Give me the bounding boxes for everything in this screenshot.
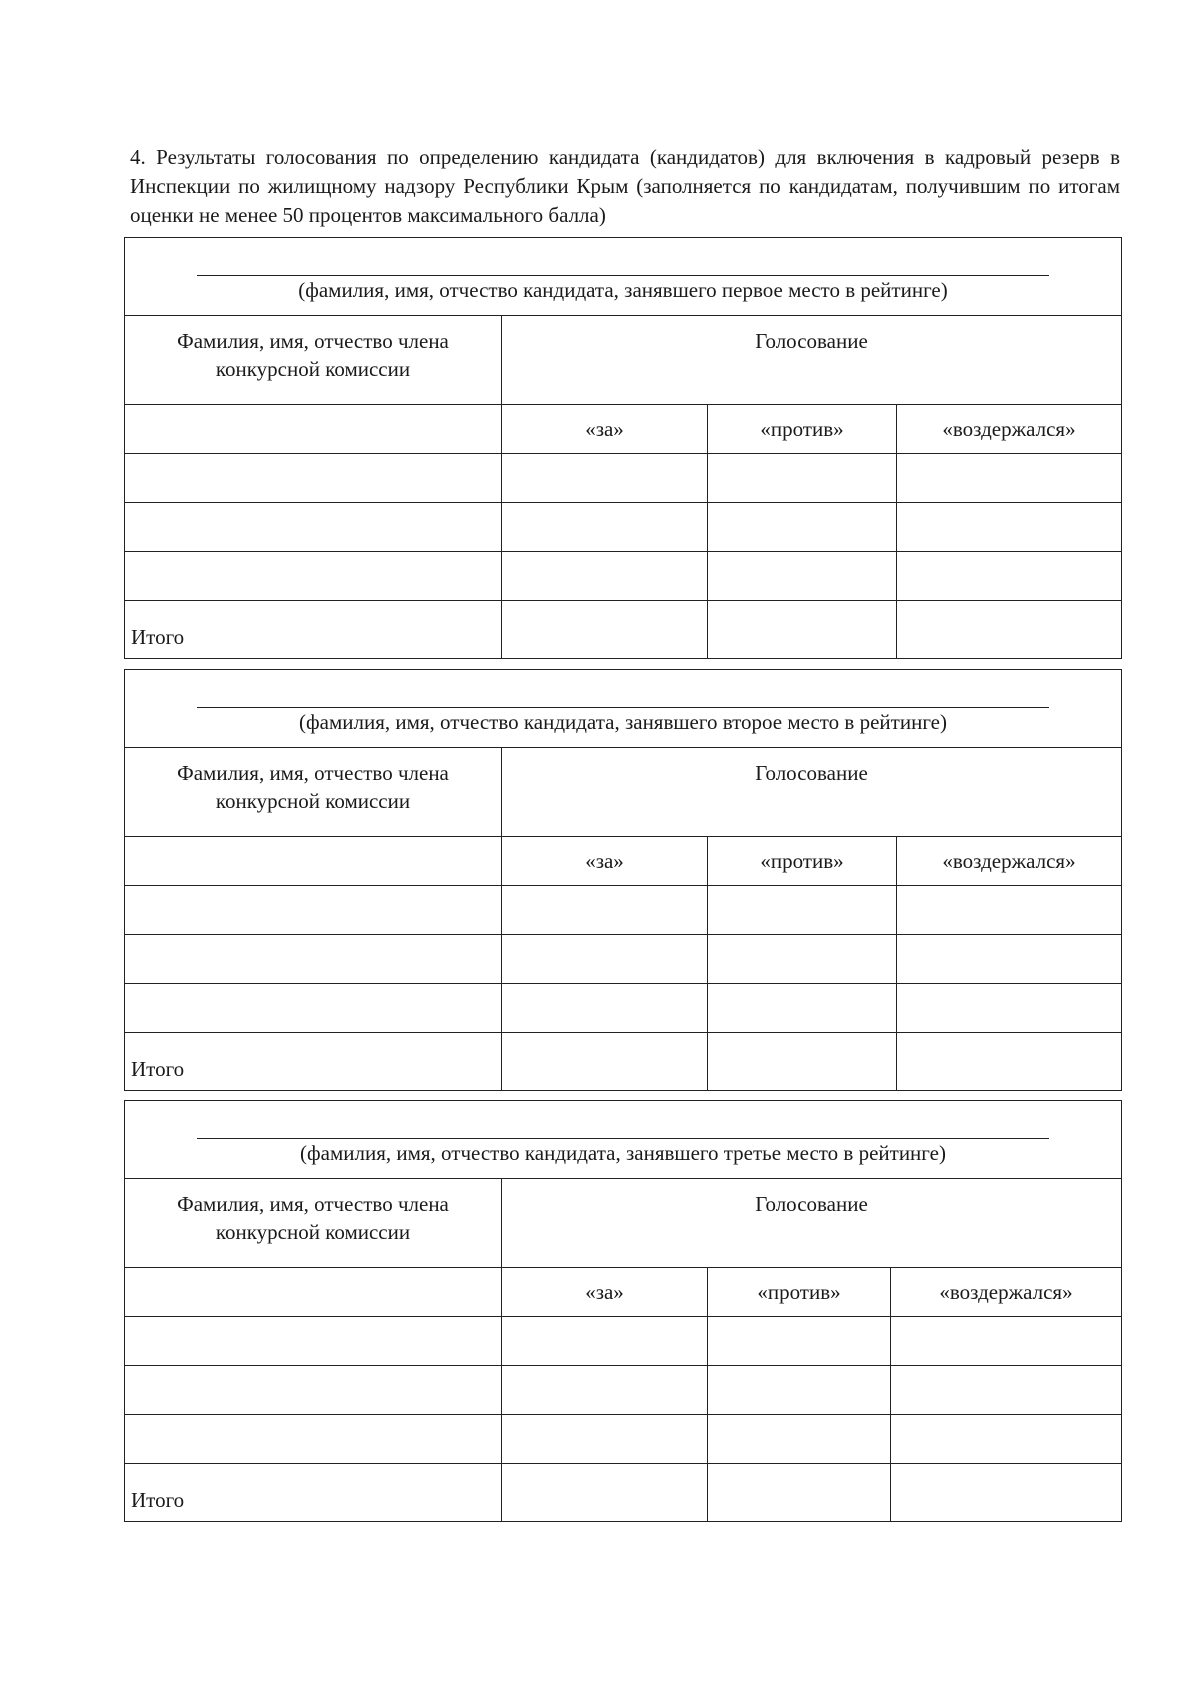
vote-abstain-cell[interactable] [897, 886, 1122, 935]
candidate-name-cell[interactable] [125, 238, 1122, 316]
vote-against-cell[interactable] [708, 1415, 891, 1464]
member-name-cell[interactable] [125, 935, 502, 984]
total-row [125, 1033, 1122, 1091]
member-name-header: Фамилия, имя, отчество члена конкурсной комиссии [125, 1179, 502, 1268]
candidate-name-blank-line [197, 275, 1049, 276]
option-against-header: «против» [708, 1268, 891, 1317]
member-name-cell[interactable] [125, 405, 502, 454]
total-abstain-cell[interactable] [891, 1464, 1122, 1522]
vote-against-cell[interactable] [708, 1366, 891, 1415]
candidate-name-cell[interactable] [125, 670, 1122, 748]
member-name-cell[interactable] [125, 454, 502, 503]
total-for-cell[interactable] [502, 601, 708, 659]
vote-for-cell[interactable] [502, 503, 708, 552]
table-row [125, 1317, 1122, 1366]
candidate-caption: (фамилия, имя, отчество кандидата, занявшего первое место в рейтинге) [298, 278, 948, 302]
member-name-header: Фамилия, имя, отчество члена конкурсной комиссии [125, 748, 502, 837]
vote-against-cell[interactable] [708, 503, 897, 552]
table-row [125, 1366, 1122, 1415]
member-name-cell[interactable] [125, 1415, 502, 1464]
member-name-cell[interactable] [125, 1268, 502, 1317]
vote-abstain-cell[interactable] [897, 935, 1122, 984]
member-name-cell[interactable] [125, 984, 502, 1033]
vote-abstain-cell[interactable] [891, 1415, 1122, 1464]
table-row [125, 886, 1122, 935]
vote-for-cell[interactable] [502, 1317, 708, 1366]
member-name-header: Фамилия, имя, отчество члена конкурсной комиссии [125, 316, 502, 405]
vote-for-cell[interactable] [502, 935, 708, 984]
member-name-cell[interactable] [125, 1317, 502, 1366]
table-row [125, 984, 1122, 1033]
vote-table-first-place [124, 237, 1122, 659]
member-name-cell[interactable] [125, 1366, 502, 1415]
option-for-header: «за» [502, 1268, 708, 1317]
vote-abstain-cell[interactable] [897, 552, 1122, 601]
voting-header: Голосование [502, 748, 1122, 837]
candidate-caption: (фамилия, имя, отчество кандидата, занявшего третье место в рейтинге) [300, 1141, 946, 1165]
member-name-cell[interactable] [125, 886, 502, 935]
total-label: Итого [125, 1464, 502, 1522]
option-against-header: «против» [708, 837, 897, 886]
vote-for-cell[interactable] [502, 886, 708, 935]
table-row [125, 503, 1122, 552]
member-name-cell[interactable] [125, 552, 502, 601]
total-against-cell[interactable] [708, 1033, 897, 1091]
vote-for-cell[interactable] [502, 552, 708, 601]
vote-against-cell[interactable] [708, 886, 897, 935]
option-abstain-header: «воздержался» [897, 837, 1122, 886]
vote-abstain-cell[interactable] [891, 1366, 1122, 1415]
candidate-name-blank-line [197, 707, 1049, 708]
vote-for-cell[interactable] [502, 1366, 708, 1415]
vote-abstain-cell[interactable] [897, 984, 1122, 1033]
member-name-cell[interactable] [125, 837, 502, 886]
option-for-header: «за» [502, 405, 708, 454]
vote-abstain-cell[interactable] [897, 503, 1122, 552]
voting-header: Голосование [502, 316, 1122, 405]
member-name-cell[interactable] [125, 503, 502, 552]
table-row [125, 454, 1122, 503]
vote-against-cell[interactable] [708, 454, 897, 503]
total-row [125, 601, 1122, 659]
section-4-intro: 4. Результаты голосования по определению кандидата (кандидатов) для включения в кадровый резерв в Инспекции по жилищному надзору Республики Крым (заполняется по кандидатам, получившим по итогам оценки не менее 50 процентов максимального балла) [130, 145, 1120, 227]
total-for-cell[interactable] [502, 1464, 708, 1522]
total-against-cell[interactable] [708, 1464, 891, 1522]
vote-table-third-place [124, 1100, 1122, 1522]
total-against-cell[interactable] [708, 601, 897, 659]
vote-against-cell[interactable] [708, 1317, 891, 1366]
vote-against-cell[interactable] [708, 935, 897, 984]
vote-abstain-cell[interactable] [897, 454, 1122, 503]
vote-against-cell[interactable] [708, 984, 897, 1033]
option-abstain-header: «воздержался» [897, 405, 1122, 454]
total-label: Итого [125, 601, 502, 659]
option-abstain-header: «воздержался» [891, 1268, 1122, 1317]
total-abstain-cell[interactable] [897, 601, 1122, 659]
total-abstain-cell[interactable] [897, 1033, 1122, 1091]
option-for-header: «за» [502, 837, 708, 886]
candidate-caption: (фамилия, имя, отчество кандидата, занявшего второе место в рейтинге) [299, 710, 947, 734]
vote-against-cell[interactable] [708, 552, 897, 601]
vote-for-cell[interactable] [502, 984, 708, 1033]
candidate-name-blank-line [197, 1138, 1049, 1139]
voting-header: Голосование [502, 1179, 1122, 1268]
vote-for-cell[interactable] [502, 454, 708, 503]
total-row [125, 1464, 1122, 1522]
table-row [125, 552, 1122, 601]
vote-abstain-cell[interactable] [891, 1317, 1122, 1366]
total-for-cell[interactable] [502, 1033, 708, 1091]
vote-table-second-place [124, 669, 1122, 1091]
table-row [125, 935, 1122, 984]
candidate-name-cell[interactable] [125, 1101, 1122, 1179]
table-row [125, 1415, 1122, 1464]
total-label: Итого [125, 1033, 502, 1091]
option-against-header: «против» [708, 405, 897, 454]
vote-for-cell[interactable] [502, 1415, 708, 1464]
